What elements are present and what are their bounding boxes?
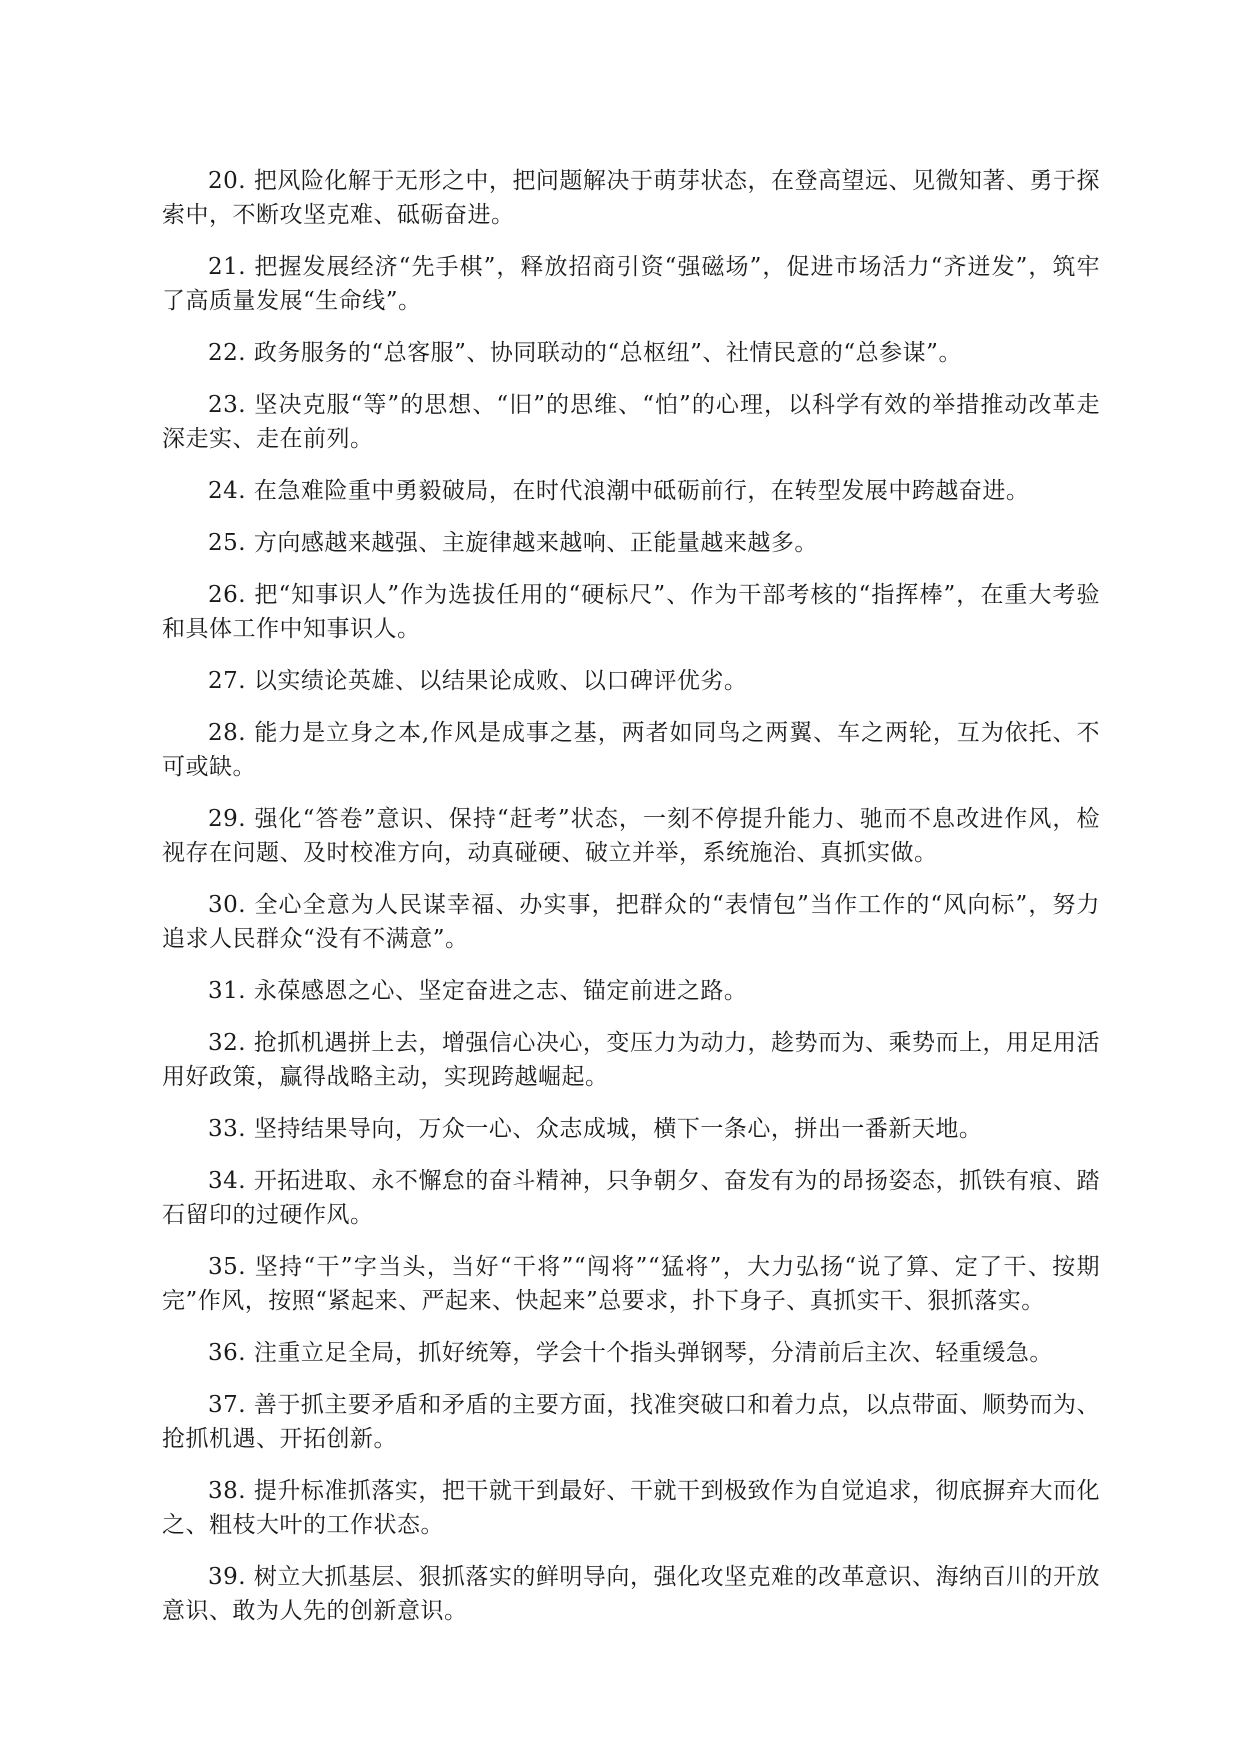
paragraph-33: 33. 坚持结果导向，万众一心、众志成城，横下一条心，拼出一番新天地。	[208, 1116, 983, 1142]
paragraph-37: 37. 善于抓主要矛盾和矛盾的主要方面，找准突破口和着力点，以点带面、顺势而为、抢抓机遇、开拓创新。	[162, 1392, 1100, 1452]
paragraph-31: 31. 永葆感恩之心、坚定奋进之志、锚定前进之路。	[208, 978, 748, 1004]
document-body	[162, 164, 1100, 1646]
paragraph-25: 25. 方向感越来越强、主旋律越来越响、正能量越来越多。	[208, 530, 818, 556]
paragraph-32: 32. 抢抓机遇拼上去，增强信心决心，变压力为动力，趁势而为、乘势而上，用足用活用好政策，赢得战略主动，实现跨越崛起。	[162, 1030, 1100, 1090]
paragraph-23: 23. 坚决克服“等”的思想、“旧”的思维、“怕”的心理，以科学有效的举措推动改革走深走实、走在前列。	[162, 392, 1100, 452]
paragraph-34: 34. 开拓进取、永不懈怠的奋斗精神，只争朝夕、奋发有为的昂扬姿态，抓铁有痕、踏石留印的过硬作风。	[162, 1168, 1100, 1228]
paragraph-26: 26. 把“知事识人”作为选拔任用的“硬标尺”、作为干部考核的“指挥棒”，在重大考验和具体工作中知事识人。	[162, 582, 1100, 642]
paragraph-22: 22. 政务服务的“总客服”、协同联动的“总枢纽”、社情民意的“总参谋”。	[208, 340, 962, 366]
paragraph-27: 27. 以实绩论英雄、以结果论成败、以口碑评优劣。	[208, 668, 748, 694]
paragraph-24: 24. 在急难险重中勇毅破局，在时代浪潮中砥砺前行，在转型发展中跨越奋进。	[208, 478, 1030, 504]
paragraph-35: 35. 坚持“干”字当头，当好“干将”“闯将”“猛将”，大力弘扬“说了算、定了干、按期完”作风，按照“紧起来、严起来、快起来”总要求，扑下身子、真抓实干、狠抓落实。	[162, 1254, 1100, 1314]
paragraph-30: 30. 全心全意为人民谋幸福、办实事，把群众的“表情包”当作工作的“风向标”，努力追求人民群众“没有不满意”。	[162, 892, 1100, 952]
paragraph-20: 20. 把风险化解于无形之中，把问题解决于萌芽状态，在登高望远、见微知著、勇于探索中，不断攻坚克难、砥砺奋进。	[162, 168, 1100, 228]
paragraph-38: 38. 提升标准抓落实，把干就干到最好、干就干到极致作为自觉追求，彻底摒弃大而化之、粗枝大叶的工作状态。	[162, 1478, 1100, 1538]
paragraph-21: 21. 把握发展经济“先手棋”，释放招商引资“强磁场”，促进市场活力“齐迸发”，筑牢了高质量发展“生命线”。	[162, 254, 1100, 314]
paragraph-29: 29. 强化“答卷”意识、保持“赶考”状态，一刻不停提升能力、驰而不息改进作风，检视存在问题、及时校准方向，动真碰硬、破立并举，系统施治、真抓实做。	[162, 806, 1100, 866]
paragraph-36: 36. 注重立足全局，抓好统筹，学会十个指头弹钢琴，分清前后主次、轻重缓急。	[208, 1340, 1053, 1366]
paragraph-28: 28. 能力是立身之本,作风是成事之基，两者如同鸟之两翼、车之两轮，互为依托、不可或缺。	[162, 720, 1100, 780]
paragraph-39: 39. 树立大抓基层、狠抓落实的鲜明导向，强化攻坚克难的改革意识、海纳百川的开放意识、敢为人先的创新意识。	[162, 1564, 1100, 1624]
